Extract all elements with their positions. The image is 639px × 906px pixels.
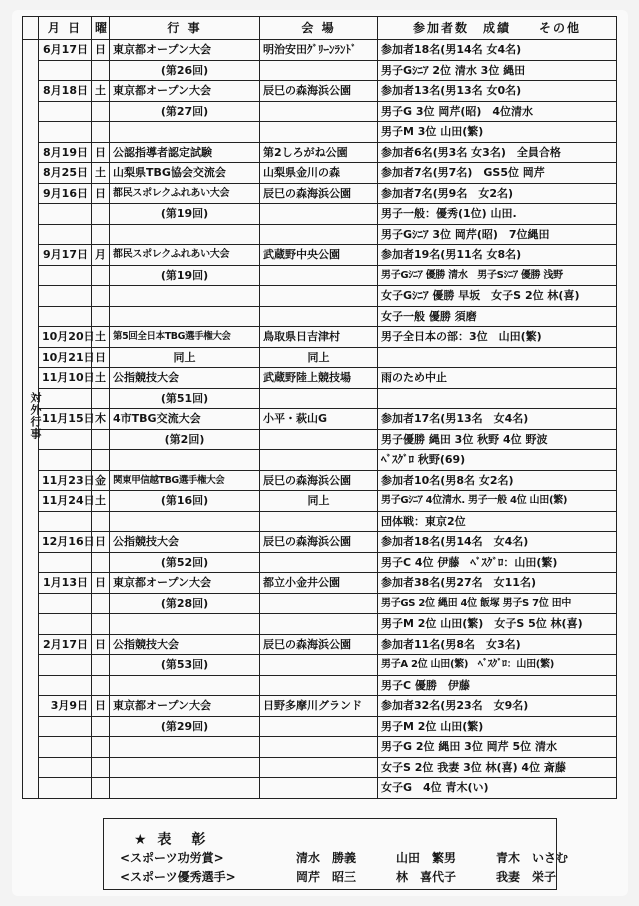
award-name: 青木 いさむ: [496, 851, 569, 865]
result-cell: ﾍﾞｽｸﾞﾛ 秋野(69): [378, 450, 617, 471]
event-cell: 公指競技大会: [110, 532, 260, 553]
event-cell: 関東甲信越TBG選手権大会: [110, 470, 260, 491]
table-row: [23, 778, 617, 799]
date-cell: [39, 655, 92, 676]
table-row: [23, 101, 617, 122]
table-row: [23, 696, 617, 717]
date-cell: [39, 286, 92, 307]
venue-cell: 武蔵野陸上競技場: [260, 368, 378, 389]
date-cell: 9月16日: [39, 183, 92, 204]
date-cell: [39, 224, 92, 245]
dow-cell: [92, 552, 110, 573]
date-cell: [39, 675, 92, 696]
result-cell: 男子一般：優秀(1位) 山田.: [378, 204, 617, 225]
table-row: [23, 122, 617, 143]
event-cell: [110, 737, 260, 758]
table-row: [23, 573, 617, 594]
venue-cell: 山梨県金川の森: [260, 163, 378, 184]
venue-cell: 辰巳の森海浜公園: [260, 81, 378, 102]
table-row: [23, 491, 617, 512]
event-cell: 同上: [110, 347, 260, 368]
date-header: 月 日: [39, 17, 92, 40]
date-cell: [39, 122, 92, 143]
dow-cell: [92, 675, 110, 696]
venue-cell: [260, 511, 378, 532]
venue-cell: [260, 778, 378, 799]
dow-cell: 日: [92, 40, 110, 61]
table-row: [23, 347, 617, 368]
table-row: [23, 204, 617, 225]
table-row: [23, 737, 617, 758]
table-row: [23, 183, 617, 204]
table-row: [23, 368, 617, 389]
event-cell: [110, 122, 260, 143]
event-cell: 4市TBG交流大会: [110, 409, 260, 430]
result-cell: 参加者18名(男14名 女4名): [378, 532, 617, 553]
event-cell: [110, 450, 260, 471]
venue-cell: [260, 450, 378, 471]
result-cell: 男子A 2位 山田(繁) ﾍﾞｽｸﾞﾛ：山田(繁): [378, 655, 617, 676]
category-header: [23, 17, 39, 40]
table-row: [23, 245, 617, 266]
venue-header: 会 場: [260, 17, 378, 40]
venue-cell: [260, 224, 378, 245]
dow-cell: [92, 614, 110, 635]
category-label: 対外行事: [29, 391, 42, 440]
award-name: 清水 勝義: [296, 851, 357, 865]
date-cell: 9月17日: [39, 245, 92, 266]
date-cell: [39, 778, 92, 799]
dow-cell: [92, 388, 110, 409]
date-cell: 2月17日: [39, 634, 92, 655]
dow-cell: [92, 737, 110, 758]
event-cell: (第51回): [110, 388, 260, 409]
date-cell: 8月25日: [39, 163, 92, 184]
venue-cell: [260, 388, 378, 409]
venue-cell: [260, 265, 378, 286]
venue-cell: [260, 655, 378, 676]
venue-cell: [260, 593, 378, 614]
date-cell: [39, 429, 92, 450]
event-cell: (第28回): [110, 593, 260, 614]
dow-cell: 日: [92, 573, 110, 594]
dow-cell: 日: [92, 142, 110, 163]
event-cell: [110, 757, 260, 778]
dow-cell: [92, 286, 110, 307]
event-cell: (第29回): [110, 716, 260, 737]
date-cell: 8月18日: [39, 81, 92, 102]
dow-cell: 金: [92, 470, 110, 491]
venue-cell: 同上: [260, 491, 378, 512]
date-cell: [39, 60, 92, 81]
dow-cell: [92, 306, 110, 327]
dow-cell: [92, 593, 110, 614]
date-cell: [39, 614, 92, 635]
dow-cell: [92, 60, 110, 81]
table-row: [23, 470, 617, 491]
event-cell: 東京都オープン大会: [110, 573, 260, 594]
dow-cell: [92, 204, 110, 225]
table-row: [23, 614, 617, 635]
table-row: [23, 511, 617, 532]
venue-cell: 武蔵野中央公園: [260, 245, 378, 266]
date-cell: 1月13日: [39, 573, 92, 594]
award-row-excellent: [116, 868, 556, 886]
event-cell: 都民スポレクふれあい大会: [110, 183, 260, 204]
date-cell: [39, 101, 92, 122]
table-row: [23, 532, 617, 553]
table-row: [23, 60, 617, 81]
table-header-row: [23, 17, 617, 40]
event-cell: (第16回): [110, 491, 260, 512]
award-name: 我妻 栄子: [496, 870, 557, 884]
dow-cell: 月: [92, 245, 110, 266]
event-cell: (第52回): [110, 552, 260, 573]
result-cell: 参加者6名(男3名 女3名) 全員合格: [378, 142, 617, 163]
result-cell: 男子M 2位 山田(繁): [378, 716, 617, 737]
date-cell: [39, 757, 92, 778]
dow-cell: [92, 511, 110, 532]
dow-cell: [92, 778, 110, 799]
dow-cell: 日: [92, 183, 110, 204]
dow-cell: [92, 224, 110, 245]
table-row: [23, 265, 617, 286]
result-cell: 参加者17名(男13名 女4名): [378, 409, 617, 430]
date-cell: 11月15日: [39, 409, 92, 430]
result-cell: 男子C 優勝 伊藤: [378, 675, 617, 696]
category-cell: [23, 40, 42, 799]
result-cell: 男子M 3位 山田(繁): [378, 122, 617, 143]
venue-cell: [260, 306, 378, 327]
dow-cell: [92, 122, 110, 143]
result-cell: 参加者32名(男23名 女9名): [378, 696, 617, 717]
venue-cell: [260, 675, 378, 696]
result-cell: 参加者18名(男14名 女4名): [378, 40, 617, 61]
venue-cell: [260, 716, 378, 737]
date-cell: 6月17日: [39, 40, 92, 61]
event-schedule-table: [22, 16, 617, 799]
date-cell: 11月23日: [39, 470, 92, 491]
event-cell: (第27回): [110, 101, 260, 122]
award-name: 林 喜代子: [396, 870, 457, 884]
result-cell: 参加者13名(男13名 女0名): [378, 81, 617, 102]
result-cell: 団体戦：東京2位: [378, 511, 617, 532]
dow-cell: 日: [92, 347, 110, 368]
table-row: [23, 429, 617, 450]
table-row: [23, 142, 617, 163]
date-cell: 11月24日: [39, 491, 92, 512]
event-cell: [110, 614, 260, 635]
table-row: [23, 224, 617, 245]
venue-cell: [260, 614, 378, 635]
event-cell: (第19回): [110, 204, 260, 225]
dow-cell: [92, 757, 110, 778]
event-cell: 公認指導者認定試験: [110, 142, 260, 163]
event-cell: 東京都オープン大会: [110, 40, 260, 61]
award-label: <スポーツ優秀選手>: [120, 870, 236, 884]
event-cell: 東京都オープン大会: [110, 696, 260, 717]
result-cell: 参加者19名(男11名 女8名): [378, 245, 617, 266]
result-cell: 女子S 2位 我妻 3位 林(喜) 4位 斎藤: [378, 757, 617, 778]
award-label: <スポーツ功労賞>: [120, 851, 224, 865]
event-cell: [110, 675, 260, 696]
result-cell: 参加者7名(男9名 女2名): [378, 183, 617, 204]
venue-cell: [260, 122, 378, 143]
event-cell: [110, 224, 260, 245]
result-cell: 女子G 4位 青木(い): [378, 778, 617, 799]
awards-box: [103, 818, 569, 890]
venue-cell: [260, 286, 378, 307]
date-cell: 10月20日: [39, 327, 92, 348]
result-cell: 雨のため中止: [378, 368, 617, 389]
award-name: 山田 繁男: [396, 851, 457, 865]
award-row-merit: [116, 849, 569, 867]
event-cell: 山梨県TBG協会交流会: [110, 163, 260, 184]
venue-cell: [260, 101, 378, 122]
result-cell: 女子一般 優勝 須磨: [378, 306, 617, 327]
table-row: [23, 593, 617, 614]
dow-cell: 土: [92, 491, 110, 512]
event-header: 行 事: [110, 17, 260, 40]
date-cell: [39, 716, 92, 737]
table-row: [23, 409, 617, 430]
venue-cell: 辰巳の森海浜公園: [260, 183, 378, 204]
result-cell: 参加者7名(男7名) GS5位 岡芹: [378, 163, 617, 184]
event-cell: 東京都オープン大会: [110, 81, 260, 102]
venue-cell: 日野多摩川グランド: [260, 696, 378, 717]
event-cell: [110, 511, 260, 532]
venue-cell: 小平・萩山G: [260, 409, 378, 430]
event-cell: 第5回全日本TBG選手権大会: [110, 327, 260, 348]
dow-cell: 土: [92, 368, 110, 389]
event-cell: 公指競技大会: [110, 368, 260, 389]
result-cell: 参加者38名(男27名 女11名): [378, 573, 617, 594]
date-cell: [39, 552, 92, 573]
table-row: [23, 655, 617, 676]
dow-cell: 木: [92, 409, 110, 430]
dow-cell: 日: [92, 532, 110, 553]
dow-cell: [92, 655, 110, 676]
result-cell: 男子C 4位 伊藤 ﾍﾞｽｸﾞﾛ：山田(繁): [378, 552, 617, 573]
date-cell: 10月21日: [39, 347, 92, 368]
dow-cell: [92, 101, 110, 122]
venue-cell: 都立小金井公園: [260, 573, 378, 594]
award-name: 岡芹 昭三: [296, 870, 357, 884]
dow-cell: [92, 450, 110, 471]
result-cell: 男子G 2位 縄田 3位 岡芹 5位 清水: [378, 737, 617, 758]
result-cell: 女子Gｼﾆｱ 優勝 早坂 女子S 2位 林(喜): [378, 286, 617, 307]
event-cell: [110, 778, 260, 799]
result-cell: 男子Gｼﾆｱ 2位 清水 3位 縄田: [378, 60, 617, 81]
awards-title: ★ 表 彰: [134, 832, 209, 848]
result-cell: 参加者10名(男8名 女2名): [378, 470, 617, 491]
result-header: 参加者数 成績 その他: [378, 17, 617, 40]
event-cell: (第2回): [110, 429, 260, 450]
table-row: [23, 81, 617, 102]
date-cell: 12月16日: [39, 532, 92, 553]
date-cell: [39, 388, 92, 409]
venue-cell: [260, 737, 378, 758]
dow-cell: [92, 265, 110, 286]
table-row: [23, 552, 617, 573]
venue-cell: 明治安田ｸﾞﾘｰﾝﾗﾝﾄﾞ: [260, 40, 378, 61]
date-cell: [39, 737, 92, 758]
table-row: [23, 327, 617, 348]
venue-cell: 辰巳の森海浜公園: [260, 470, 378, 491]
date-cell: 11月10日: [39, 368, 92, 389]
event-cell: (第26回): [110, 60, 260, 81]
venue-cell: 同上: [260, 347, 378, 368]
result-cell: 男子優勝 縄田 3位 秋野 4位 野波: [378, 429, 617, 450]
result-cell: [378, 347, 617, 368]
venue-cell: 鳥取県日吉津村: [260, 327, 378, 348]
venue-cell: [260, 429, 378, 450]
result-cell: [378, 388, 617, 409]
date-cell: [39, 265, 92, 286]
dow-header: 曜: [92, 17, 110, 40]
venue-cell: 辰巳の森海浜公園: [260, 634, 378, 655]
venue-cell: 第2しろがね公園: [260, 142, 378, 163]
table-row: [23, 757, 617, 778]
result-cell: 男子G 3位 岡芹(昭) 4位清水: [378, 101, 617, 122]
result-cell: 参加者11名(男8名 女3名): [378, 634, 617, 655]
result-cell: 男子GS 2位 縄田 4位 飯塚 男子S 7位 田中: [378, 593, 617, 614]
event-cell: 公指競技大会: [110, 634, 260, 655]
table-row: [23, 716, 617, 737]
venue-cell: 辰巳の森海浜公園: [260, 532, 378, 553]
result-cell: 男子全日本の部：3位 山田(繁): [378, 327, 617, 348]
venue-cell: [260, 204, 378, 225]
dow-cell: [92, 429, 110, 450]
date-cell: [39, 511, 92, 532]
table-row: [23, 634, 617, 655]
dow-cell: 日: [92, 696, 110, 717]
dow-cell: 土: [92, 327, 110, 348]
event-cell: (第53回): [110, 655, 260, 676]
result-cell: 男子Gｼﾆｱ 3位 岡芹(昭) 7位縄田: [378, 224, 617, 245]
event-cell: [110, 306, 260, 327]
dow-cell: 日: [92, 634, 110, 655]
result-cell: 男子Gｼﾆｱ 優勝 清水 男子Sｼﾆｱ 優勝 浅野: [378, 265, 617, 286]
event-cell: [110, 286, 260, 307]
table-row: [23, 163, 617, 184]
schedule-body: [23, 40, 617, 799]
table-row: [23, 388, 617, 409]
table-row: [23, 40, 617, 61]
dow-cell: 土: [92, 81, 110, 102]
venue-cell: [260, 60, 378, 81]
date-cell: [39, 450, 92, 471]
dow-cell: [92, 716, 110, 737]
table-row: [23, 675, 617, 696]
event-cell: 都民スポレクふれあい大会: [110, 245, 260, 266]
result-cell: 男子Gｼﾆｱ 4位清水. 男子一般 4位 山田(繁): [378, 491, 617, 512]
table-row: [23, 306, 617, 327]
venue-cell: [260, 552, 378, 573]
table-row: [23, 286, 617, 307]
venue-cell: [260, 757, 378, 778]
date-cell: [39, 593, 92, 614]
table-row: [23, 450, 617, 471]
date-cell: 8月19日: [39, 142, 92, 163]
result-cell: 男子M 2位 山田(繁) 女子S 5位 林(喜): [378, 614, 617, 635]
event-cell: (第19回): [110, 265, 260, 286]
date-cell: [39, 306, 92, 327]
dow-cell: 土: [92, 163, 110, 184]
date-cell: [39, 204, 92, 225]
date-cell: 3月9日: [39, 696, 92, 717]
